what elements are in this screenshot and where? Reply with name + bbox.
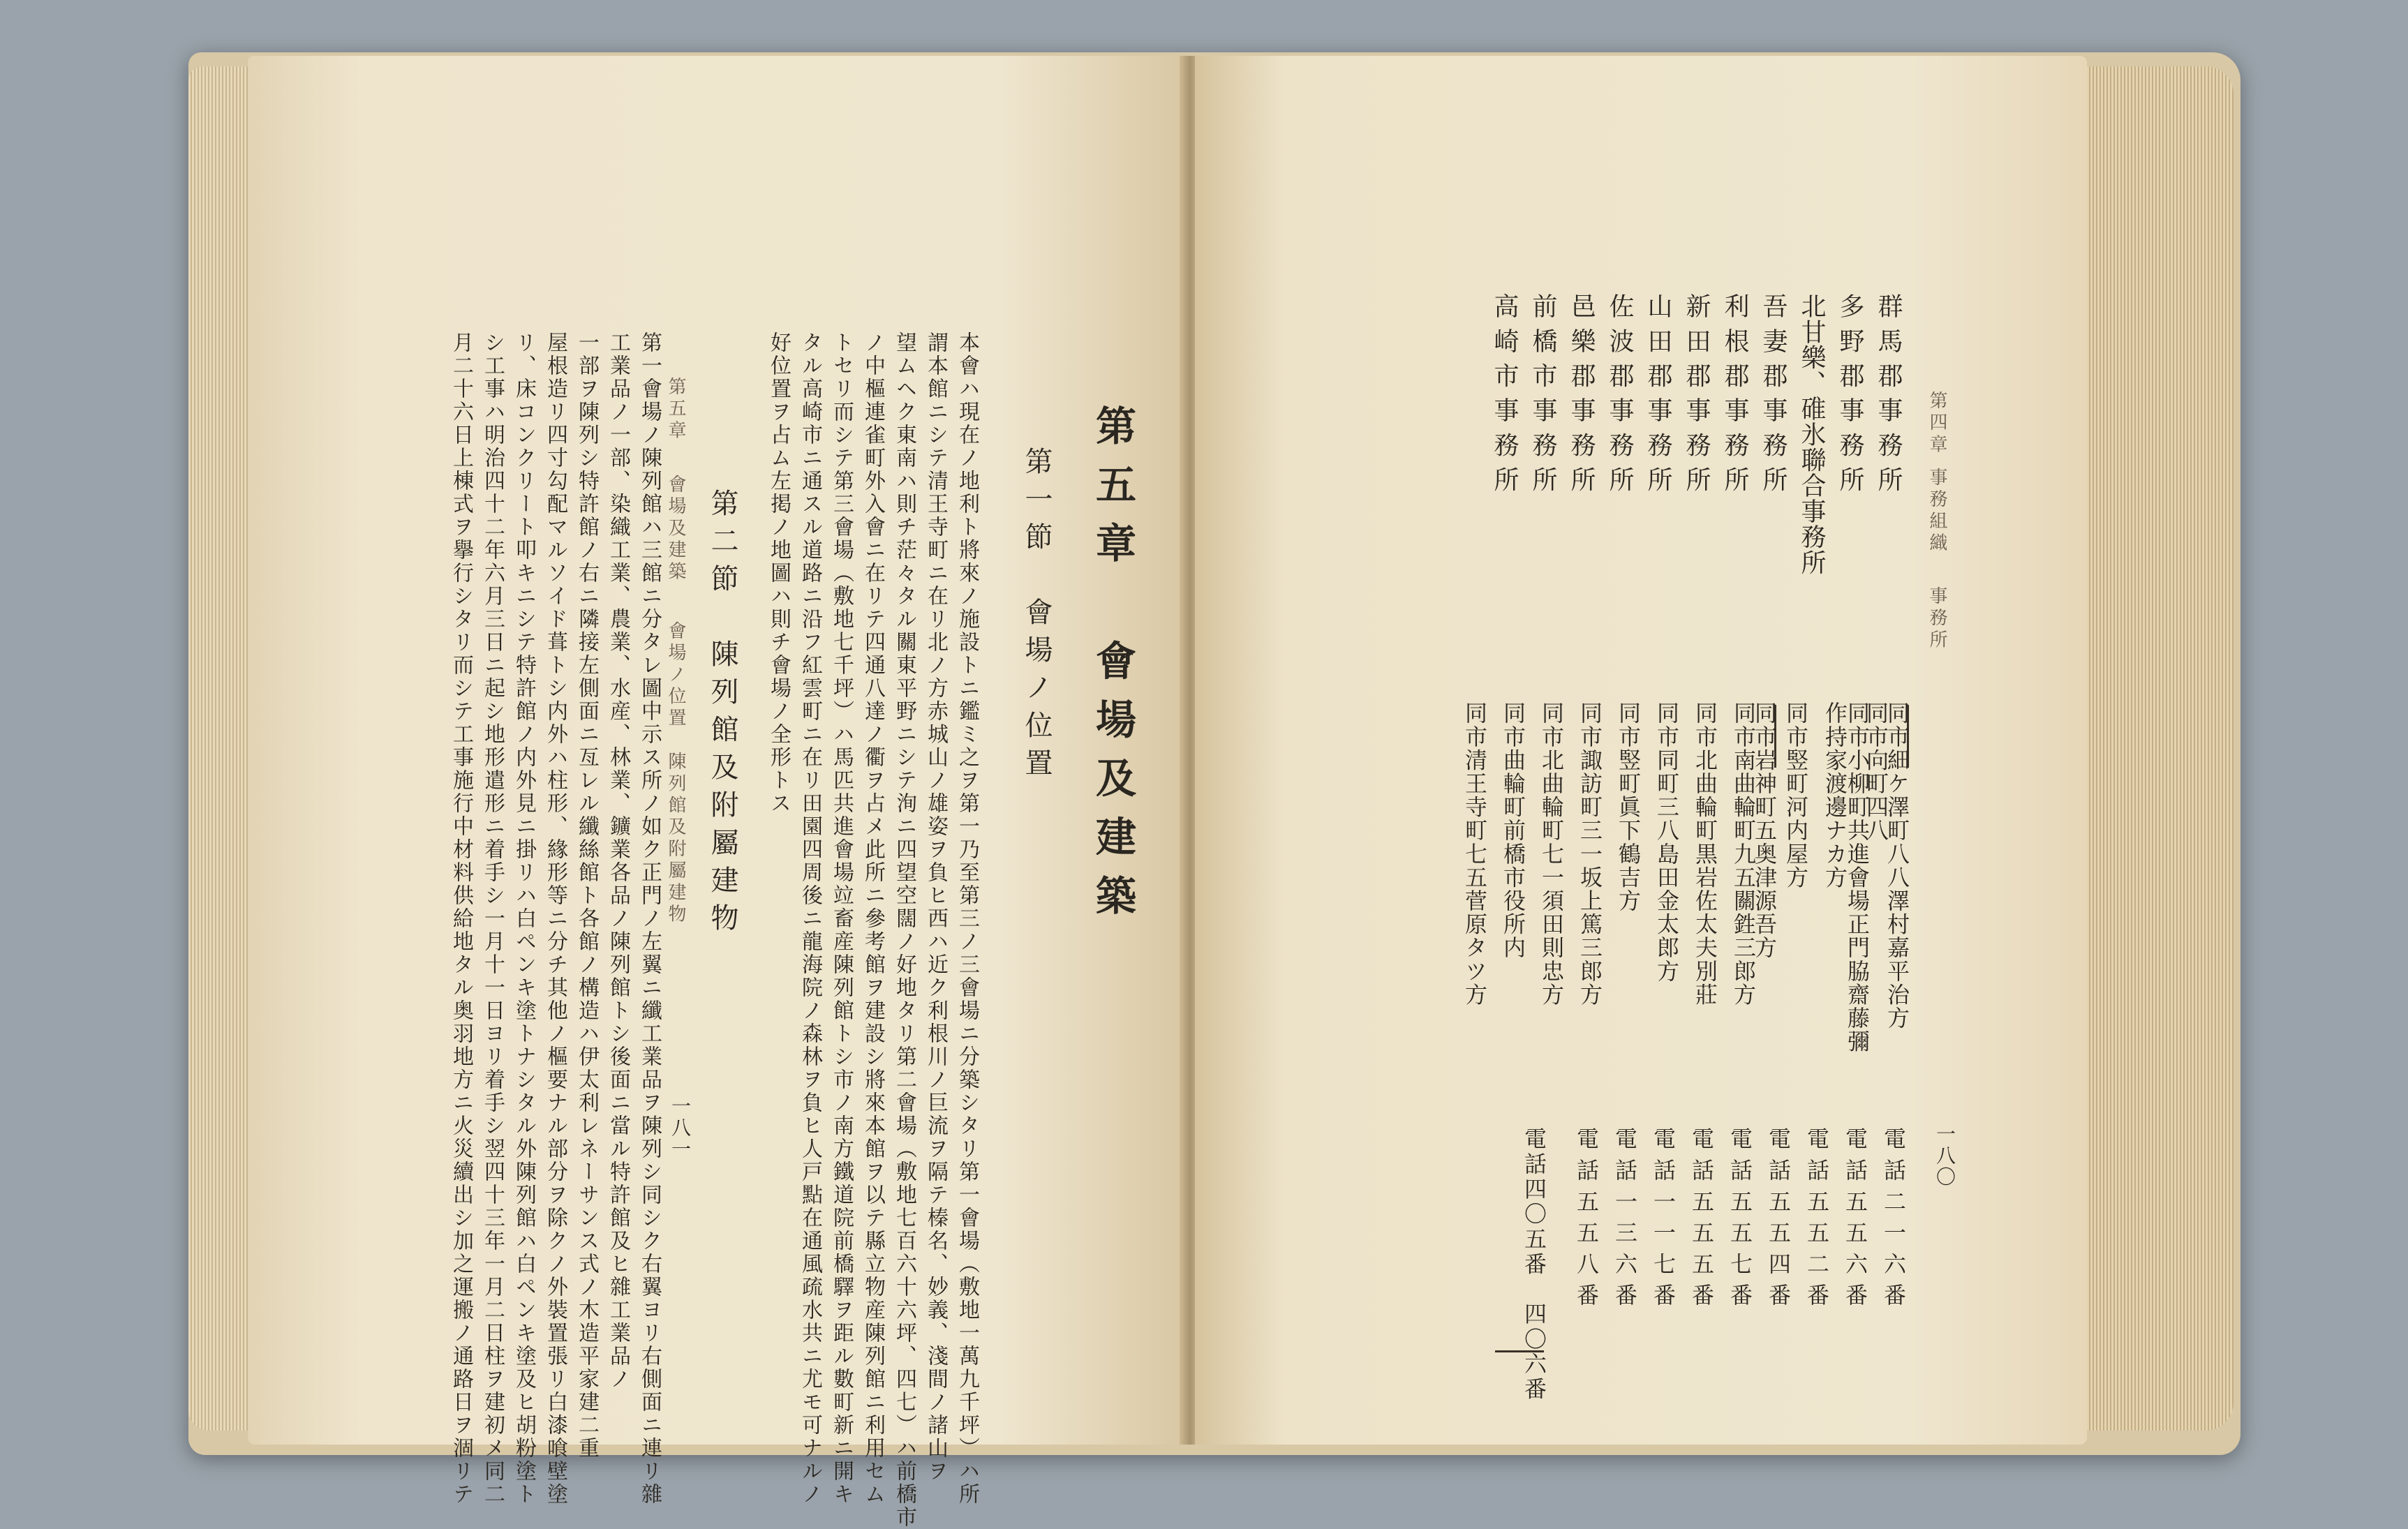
chapter-title: 第五章 會場及建築 [1089, 405, 1136, 933]
right-page-edges [2076, 66, 2234, 1431]
section-2-line: 月二十六日上棟式ヲ擧行シタリ而シテ工事施行中材料供給地タル奥羽地方ニ火災續出シ加之運搬ノ通路日ヲ涸リテ [449, 331, 473, 1506]
left-page [248, 56, 1187, 1529]
office-name: 利根郡事務所 [1720, 293, 1749, 502]
section-1-title: 第一節 會場ノ位置 [1020, 447, 1053, 786]
office-name: 高崎市事務所 [1490, 293, 1519, 502]
section-1-line: トセリ而シテ第三會場（敷地七千坪）ハ馬匹共進會場竝畜産陳列館トシ市ノ南方鐵道院前橋驛ヲ距ル數町新ニ開キ [829, 331, 854, 1506]
office-address: 同市清王寺町七五菅原タツ方 [1462, 701, 1488, 1006]
section-2-line: 一部ヲ陳列シ特許館ノ右ニ隣接左側面ニ亙レル纖絲館ト各館ノ構造ハ伊太利レネーサンス式ノ木造平家建二重 [574, 331, 599, 1460]
running-head-title: 會場及建築 [665, 475, 686, 583]
office-address: 同市南曲輪町九五關鉎三郎方 [1730, 701, 1757, 1006]
section-2-line: 屋根造リ四寸勾配マルソイド葺トシ内外ハ柱形、緣形等ニ分チ其他ノ樞要ナル部分ヲ除クノ外裝置張リ白漆喰壁塗 [543, 331, 567, 1506]
office-telephone: 電話五五八番 [1573, 1127, 1600, 1315]
running-head-sub: 事務所 [1926, 586, 1947, 652]
office-name: 邑樂郡事務所 [1567, 293, 1596, 502]
end-rule [1495, 1350, 1544, 1352]
office-address: 同市北曲輪町黒岩佐太夫別莊 [1692, 701, 1718, 1006]
section-1-line: タル高崎市ニ通スル道路ニ沿フ紅雲町ニ在リ田園四周後ニ龍海院ノ森林ヲ負ヒ人戸點在通風疏水共ニ尤モ可ナルノ [798, 331, 822, 1506]
section-1-line: 本會ハ現在ノ地利ト將來ノ施設トニ鑑ミ之ヲ第一乃至第三ノ三會場ニ分築シタリ第一會場（敷地一萬九千坪）ハ所 [955, 331, 979, 1506]
office-telephone: 電話一三六番 [1612, 1127, 1638, 1315]
office-name: 群馬郡事務所 [1874, 293, 1903, 502]
office-name: 山田郡事務所 [1644, 293, 1672, 502]
running-head-title: 事務組織 [1926, 468, 1947, 555]
section-1-line: 望ムヘク東南ハ則チ茫々タル關東平野ニシテ洵ニ四望空闊ノ好地タリ第二會場（敷地七百六十六坪、四七）ハ前橋市 [892, 331, 916, 1529]
office-address: 同市竪町河内屋方 [1783, 701, 1809, 889]
office-telephone: 電話五五七番 [1727, 1127, 1753, 1315]
office-address: 同市向町四八 [1863, 701, 1889, 842]
office-telephone: 電話一一七番 [1650, 1127, 1677, 1315]
office-address: 同市岩神町五奥津源吾方 [1751, 701, 1778, 960]
office-telephone: 電話四〇五番 四〇六番 [1521, 1127, 1547, 1403]
office-address: 同市細ケ澤町八八澤村嘉平治方 [1884, 701, 1910, 1030]
running-head-chapter: 第四章 [1926, 391, 1947, 456]
section-2-line: 第一會場ノ陳列館ハ三館ニ分タレ圖中示ス所ノ如ク正門ノ左翼ニ纖工業品ヲ陳列シ同シク右翼ヨリ右側面ニ連リ雜 [637, 331, 662, 1506]
section-1-line: 好位置ヲ占ム左掲ノ地圖ハ則チ會場ノ全形トス [766, 331, 791, 815]
office-name: 佐波郡事務所 [1605, 293, 1634, 502]
section-1-line: ノ中樞連雀町外入會ニ在リテ四通八達ノ衢ヲ占メ此所ニ參考館ヲ建設シ將來本館ヲ以テ縣立物産陳列館ニ利用セム [861, 331, 885, 1506]
section-2-line: リ、床コンクリート叩キニシテ特許館ノ内外見ニ掛リハ白ペンキ塗トナシタル外陳列館ハ白ペンキ塗及ヒ胡粉塗ト [512, 331, 536, 1506]
office-address: 同市諏訪町三一坂上篤三郎方 [1577, 701, 1603, 1006]
section-2-line: 工業品ノ一部、染織工業、農業、水産、林業、鑛業各品ノ陳列館トシ後面ニ當ル特許館及ヒ雜工業品ノ [606, 331, 630, 1391]
section-1-line: 謂本館ニシテ清王寺町ニ在リ北ノ方赤城山ノ雄姿ヲ負ヒ西ハ近ク利根川ノ巨流ヲ隔テ榛名、妙義、淺間ノ諸山ヲ [923, 331, 948, 1483]
office-address: 同市竪町眞下鶴吉方 [1615, 701, 1642, 913]
office-name: 吾妻郡事務所 [1759, 293, 1788, 502]
right-page [1195, 56, 2087, 1445]
office-telephone: 電話五五四番 [1765, 1127, 1792, 1315]
page-number: 一八一 [669, 1096, 692, 1161]
office-name: 新田郡事務所 [1682, 293, 1711, 502]
office-name: 北甘樂、碓氷聯合事務所 [1797, 293, 1826, 575]
office-telephone: 電話五五六番 [1842, 1127, 1868, 1315]
office-telephone: 電話五五五番 [1688, 1127, 1715, 1315]
running-head-chapter: 第五章 [665, 377, 686, 442]
office-name: 前橋市事務所 [1529, 293, 1557, 502]
office-address: 同市小柳町共進會場正門脇齋藤彌作持家渡邊ナカ方 [1822, 701, 1871, 1053]
office-telephone: 電話二一六番 [1880, 1127, 1907, 1315]
section-2-line: シ工事ハ明治四十二年六月三日ニ起シ地形遣形ニ着手シ一月十一日ヨリ着手シ翌四十三年一月二日柱ヲ建初メ同二 [480, 331, 505, 1506]
page-number: 一八〇 [1933, 1124, 1956, 1188]
office-address: 同市同町三八島田金太郎方 [1653, 701, 1680, 983]
running-head-subheads: 會場ノ位置 陳列館及附屬建物 [665, 621, 686, 926]
office-name: 多野郡事務所 [1836, 293, 1864, 502]
office-address: 同市北曲輪町七一須田則忠方 [1538, 701, 1565, 1006]
section-2-title: 第二節 陳列館及附屬建物 [706, 488, 738, 941]
office-telephone: 電話五五二番 [1804, 1127, 1830, 1315]
office-address: 同市曲輪町前橋市役所内 [1500, 701, 1526, 960]
